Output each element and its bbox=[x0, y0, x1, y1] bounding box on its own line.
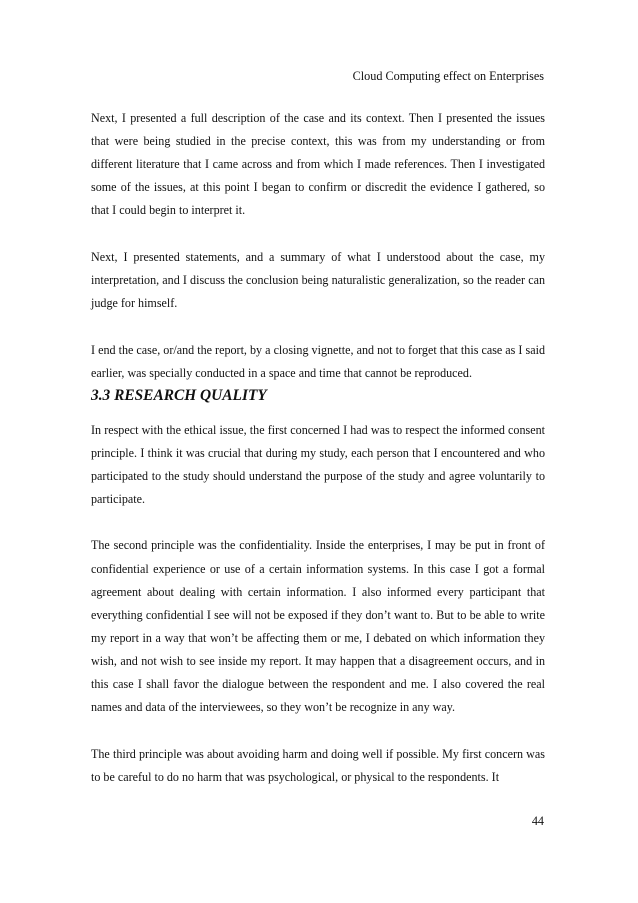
page-content bbox=[91, 107, 545, 789]
section-heading: 3.3 RESEARCH QUALITY bbox=[91, 386, 267, 404]
paragraph: I end the case, or/and the report, by a closing vignette, and not to forget that this case as I said earlier, was specially conducted in a space and time that cannot be reproduced. bbox=[91, 342, 545, 380]
paragraph: In respect with the ethical issue, the first concerned I had was to respect the informed consent principle. I think it was crucial that during my study, each person that I encountered and who participated to the study should understand the purpose of the study and agree voluntarily to participate. bbox=[91, 422, 545, 506]
paragraph: Next, I presented statements, and a summary of what I understood about the case, my interpretation, and I discuss the conclusion being naturalistic generalization, so the reader can judge for himself. bbox=[91, 249, 545, 311]
page-number: 44 bbox=[531, 814, 544, 828]
paragraph: The second principle was the confidentiality. Inside the enterprises, I may be put in front of confidential experience or use of a certain information systems. In this case I got a formal agreement about dealing with certain information. I also informed every participant that everything confidential I see will not be exposed if they don’t want to. But to be able to write my report in a way that won’t be affecting them or me, I debated on which information they wish, and not wish to see inside my report. It may happen that a disagreement occurs, and in this case I shall favor the dialogue between the respondent and me. I also covered the real names and data of the interviewees, so they won’t be recognize in any way. bbox=[91, 538, 545, 715]
paragraph: The third principle was about avoiding harm and doing well if possible. My first concern was to be careful to do no harm that was psychological, or physical to the respondents. It bbox=[91, 746, 545, 784]
running-header: Cloud Computing effect on Enterprises bbox=[352, 69, 544, 83]
paragraph: Next, I presented a full description of the case and its context. Then I presented the issues that were being studied in the precise context, this was from my understanding or from different literature that I came across and from which I made references. Then I investigated some of the issues, at this point I began to confirm or discredit the evidence I gathered, so that I could begin to interpret it. bbox=[91, 111, 545, 218]
